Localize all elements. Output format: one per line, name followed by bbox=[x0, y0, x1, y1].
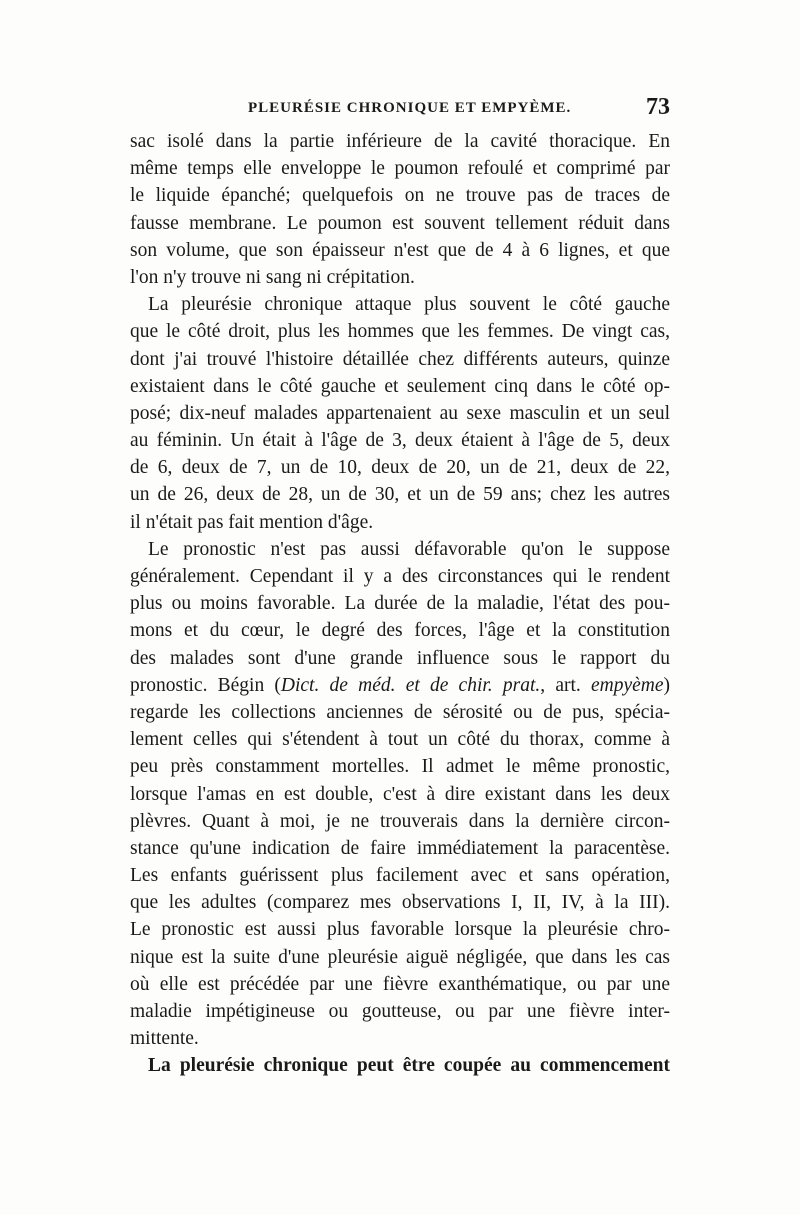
text-line: de 6, deux de 7, un de 10, deux de 20, un de 21, deux de 22, bbox=[130, 457, 670, 479]
text-line: existaient dans le côté gauche et seulement cinq dans le côté op- bbox=[130, 375, 670, 397]
citation-middle: , art. bbox=[540, 674, 591, 696]
running-header bbox=[130, 94, 670, 124]
text-line: stance qu'une indication de faire immédiatement la paracentèse. bbox=[130, 837, 670, 859]
text-line: Le pronostic est aussi plus favorable lorsque la pleurésie chro- bbox=[130, 919, 670, 941]
text-line: nique est la suite d'une pleurésie aiguë négligée, que dans les cas bbox=[130, 946, 670, 968]
citation-suffix: ) bbox=[663, 674, 670, 696]
citation-article: empyème bbox=[590, 674, 664, 696]
page-number: 73 bbox=[646, 94, 670, 120]
text-line: que les adultes (comparez mes observations I, II, IV, à la III). bbox=[130, 892, 670, 914]
text-line: un de 26, deux de 28, un de 30, et un de 59 ans; chez les autres bbox=[130, 484, 670, 506]
text-line: posé; dix-neuf malades appartenaient au sexe masculin et un seul bbox=[130, 402, 670, 424]
text-line: généralement. Cependant il y a des circonstances qui le rendent bbox=[130, 566, 670, 587]
text-line: Les enfants guérissent plus facilement avec et sans opération, bbox=[130, 865, 670, 887]
text-line: La pleurésie chronique attaque plus souvent le côté gauche bbox=[148, 294, 670, 316]
text-line: La pleurésie chronique peut être coupée au commencement bbox=[148, 1055, 670, 1077]
text-line: lement celles qui s'étendent à tout un côté du thorax, comme à bbox=[130, 729, 670, 751]
text-line: son volume, que son épaisseur n'est que de 4 à 6 lignes, et que bbox=[130, 239, 670, 261]
text-line: regarde les collections anciennes de sérosité ou de pus, spécia- bbox=[130, 701, 670, 723]
text-line: que le côté droit, plus les hommes que les femmes. De vingt cas, bbox=[130, 321, 670, 343]
text-line: mittente. bbox=[130, 1028, 199, 1050]
text-line: des malades sont d'une grande influence sous le rapport du bbox=[130, 647, 670, 669]
text-line-citation bbox=[130, 672, 670, 699]
running-title: PLEURÉSIE CHRONIQUE ET EMPYÈME. bbox=[248, 100, 572, 116]
text-line: plèvres. Quant à moi, je ne trouverais dans la dernière circon- bbox=[130, 810, 670, 832]
text-line: dont j'ai trouvé l'histoire détaillée chez différents auteurs, quinze bbox=[130, 348, 670, 370]
text-line: plus ou moins favorable. La durée de la maladie, l'état des pou- bbox=[130, 593, 670, 615]
text-line: où elle est précédée par une fièvre exanthématique, ou par une bbox=[130, 973, 670, 995]
text-line: Le pronostic n'est pas aussi défavorable qu'on le suppose bbox=[148, 538, 670, 560]
citation-prefix: pronostic. Bégin ( bbox=[130, 674, 281, 696]
text-line: lorsque l'amas en est double, c'est à dire existant dans les deux bbox=[130, 783, 670, 805]
text-line: sac isolé dans la partie inférieure de la cavité thoracique. En bbox=[130, 131, 670, 152]
text-line: maladie impétigineuse ou goutteuse, ou par une fièvre inter- bbox=[130, 1001, 670, 1022]
citation-title: Dict. de méd. et de chir. prat. bbox=[280, 674, 541, 696]
text-line: même temps elle enveloppe le poumon refoulé et comprimé par bbox=[130, 158, 670, 180]
text-line: mons et du cœur, le degré des forces, l'âge et la constitution bbox=[130, 620, 670, 642]
text-line: l'on n'y trouve ni sang ni crépitation. bbox=[130, 266, 415, 288]
text-line: le liquide épanché; quelquefois on ne trouve pas de traces de bbox=[130, 185, 670, 207]
body-text bbox=[130, 128, 670, 1080]
text-line: au féminin. Un était à l'âge de 3, deux étaient à l'âge de 5, deux bbox=[130, 430, 670, 452]
text-line: fausse membrane. Le poumon est souvent tellement réduit dans bbox=[130, 212, 670, 234]
text-line: peu près constamment mortelles. Il admet le même pronostic, bbox=[130, 756, 670, 778]
text-line: il n'était pas fait mention d'âge. bbox=[130, 511, 374, 533]
